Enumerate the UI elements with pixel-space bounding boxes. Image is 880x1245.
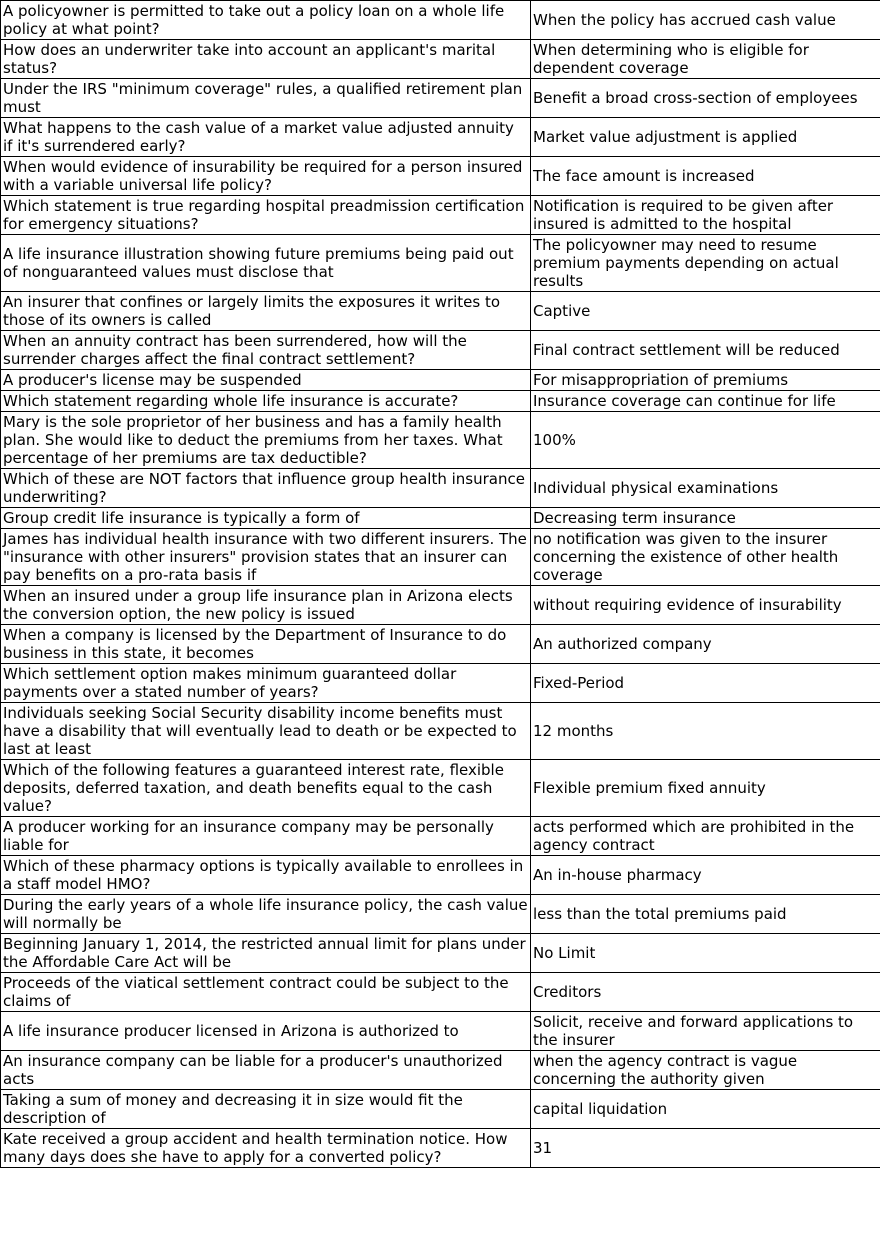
table-row	[1, 235, 880, 292]
question-cell: An insurer that confines or largely limits the exposures it writes to those of its owners is called	[1, 292, 531, 331]
answer-cell: Market value adjustment is applied	[531, 118, 880, 157]
question-cell: Under the IRS "minimum coverage" rules, a qualified retirement plan must	[1, 79, 531, 118]
question-cell: Individuals seeking Social Security disability income benefits must have a disability that will eventually lead to death or be expected to last at least	[1, 703, 531, 760]
answer-cell: 12 months	[531, 703, 880, 760]
answer-cell: An authorized company	[531, 625, 880, 664]
answer-cell: Decreasing term insurance	[531, 508, 880, 529]
table-row	[1, 469, 880, 508]
question-cell: Group credit life insurance is typically a form of	[1, 508, 531, 529]
question-cell: When a company is licensed by the Department of Insurance to do business in this state, it becomes	[1, 625, 531, 664]
table-row	[1, 331, 880, 370]
question-cell: When an annuity contract has been surrendered, how will the surrender charges affect the final contract settlement?	[1, 331, 531, 370]
table-row	[1, 817, 880, 856]
answer-cell: without requiring evidence of insurability	[531, 586, 880, 625]
table-row	[1, 79, 880, 118]
table-row	[1, 1051, 880, 1090]
table-row	[1, 529, 880, 586]
table-row	[1, 196, 880, 235]
table-row	[1, 1, 880, 40]
table-row	[1, 934, 880, 973]
question-cell: Which settlement option makes minimum guaranteed dollar payments over a stated number of years?	[1, 664, 531, 703]
table-row	[1, 586, 880, 625]
table-row	[1, 370, 880, 391]
answer-cell: 100%	[531, 412, 880, 469]
answer-cell: no notification was given to the insurer concerning the existence of other health coverage	[531, 529, 880, 586]
table-row	[1, 1090, 880, 1129]
question-cell: A life insurance illustration showing future premiums being paid out of nonguaranteed values must disclose that	[1, 235, 531, 292]
answer-cell: The policyowner may need to resume premium payments depending on actual results	[531, 235, 880, 292]
question-cell: Mary is the sole proprietor of her business and has a family health plan. She would like to deduct the premiums from her taxes. What percentage of her premiums are tax deductible?	[1, 412, 531, 469]
answer-cell: Insurance coverage can continue for life	[531, 391, 880, 412]
question-cell: Which statement regarding whole life insurance is accurate?	[1, 391, 531, 412]
answer-cell: Benefit a broad cross-section of employees	[531, 79, 880, 118]
question-cell: A producer working for an insurance company may be personally liable for	[1, 817, 531, 856]
answer-cell: No Limit	[531, 934, 880, 973]
question-cell: An insurance company can be liable for a producer's unauthorized acts	[1, 1051, 531, 1090]
question-cell: A producer's license may be suspended	[1, 370, 531, 391]
answer-cell: capital liquidation	[531, 1090, 880, 1129]
table-row	[1, 391, 880, 412]
table-row	[1, 1012, 880, 1051]
answer-cell: Solicit, receive and forward applications to the insurer	[531, 1012, 880, 1051]
answer-cell: when the agency contract is vague concerning the authority given	[531, 1051, 880, 1090]
question-cell: When would evidence of insurability be required for a person insured with a variable universal life policy?	[1, 157, 531, 196]
answer-cell: acts performed which are prohibited in the agency contract	[531, 817, 880, 856]
answer-cell: When the policy has accrued cash value	[531, 1, 880, 40]
answer-cell: 31	[531, 1129, 880, 1168]
question-cell: How does an underwriter take into account an applicant's marital status?	[1, 40, 531, 79]
question-cell: Which of these pharmacy options is typically available to enrollees in a staff model HMO?	[1, 856, 531, 895]
answer-cell: Creditors	[531, 973, 880, 1012]
answer-cell: For misappropriation of premiums	[531, 370, 880, 391]
table-row	[1, 625, 880, 664]
question-cell: When an insured under a group life insurance plan in Arizona elects the conversion option, the new policy is issued	[1, 586, 531, 625]
question-cell: Which statement is true regarding hospital preadmission certification for emergency situations?	[1, 196, 531, 235]
table-row	[1, 157, 880, 196]
answer-cell: The face amount is increased	[531, 157, 880, 196]
answer-cell: When determining who is eligible for dependent coverage	[531, 40, 880, 79]
table-row	[1, 703, 880, 760]
table-row	[1, 412, 880, 469]
answer-cell: less than the total premiums paid	[531, 895, 880, 934]
table-row	[1, 1129, 880, 1168]
table-row	[1, 760, 880, 817]
question-cell: Kate received a group accident and health termination notice. How many days does she have to apply for a converted policy?	[1, 1129, 531, 1168]
question-cell: A policyowner is permitted to take out a policy loan on a whole life policy at what point?	[1, 1, 531, 40]
answer-cell: Fixed-Period	[531, 664, 880, 703]
answer-cell: Final contract settlement will be reduced	[531, 331, 880, 370]
question-cell: Which of these are NOT factors that influence group health insurance underwriting?	[1, 469, 531, 508]
question-cell: Beginning January 1, 2014, the restricted annual limit for plans under the Affordable Care Act will be	[1, 934, 531, 973]
answer-cell: Notification is required to be given after insured is admitted to the hospital	[531, 196, 880, 235]
table-row	[1, 856, 880, 895]
question-cell: Proceeds of the viatical settlement contract could be subject to the claims of	[1, 973, 531, 1012]
question-cell: Which of the following features a guaranteed interest rate, flexible deposits, deferred taxation, and death benefits equal to the cash value?	[1, 760, 531, 817]
answer-cell: Flexible premium fixed annuity	[531, 760, 880, 817]
table-row	[1, 40, 880, 79]
table-row	[1, 973, 880, 1012]
question-cell: Taking a sum of money and decreasing it in size would fit the description of	[1, 1090, 531, 1129]
table-row	[1, 664, 880, 703]
table-row	[1, 895, 880, 934]
question-cell: What happens to the cash value of a market value adjusted annuity if it's surrendered early?	[1, 118, 531, 157]
question-cell: During the early years of a whole life insurance policy, the cash value will normally be	[1, 895, 531, 934]
answer-cell: An in-house pharmacy	[531, 856, 880, 895]
answer-cell: Individual physical examinations	[531, 469, 880, 508]
answer-cell: Captive	[531, 292, 880, 331]
table-row	[1, 292, 880, 331]
question-cell: A life insurance producer licensed in Arizona is authorized to	[1, 1012, 531, 1051]
table-row	[1, 508, 880, 529]
table-row	[1, 118, 880, 157]
question-cell: James has individual health insurance with two different insurers. The "insurance with other insurers" provision states that an insurer can pay benefits on a pro-rata basis if	[1, 529, 531, 586]
